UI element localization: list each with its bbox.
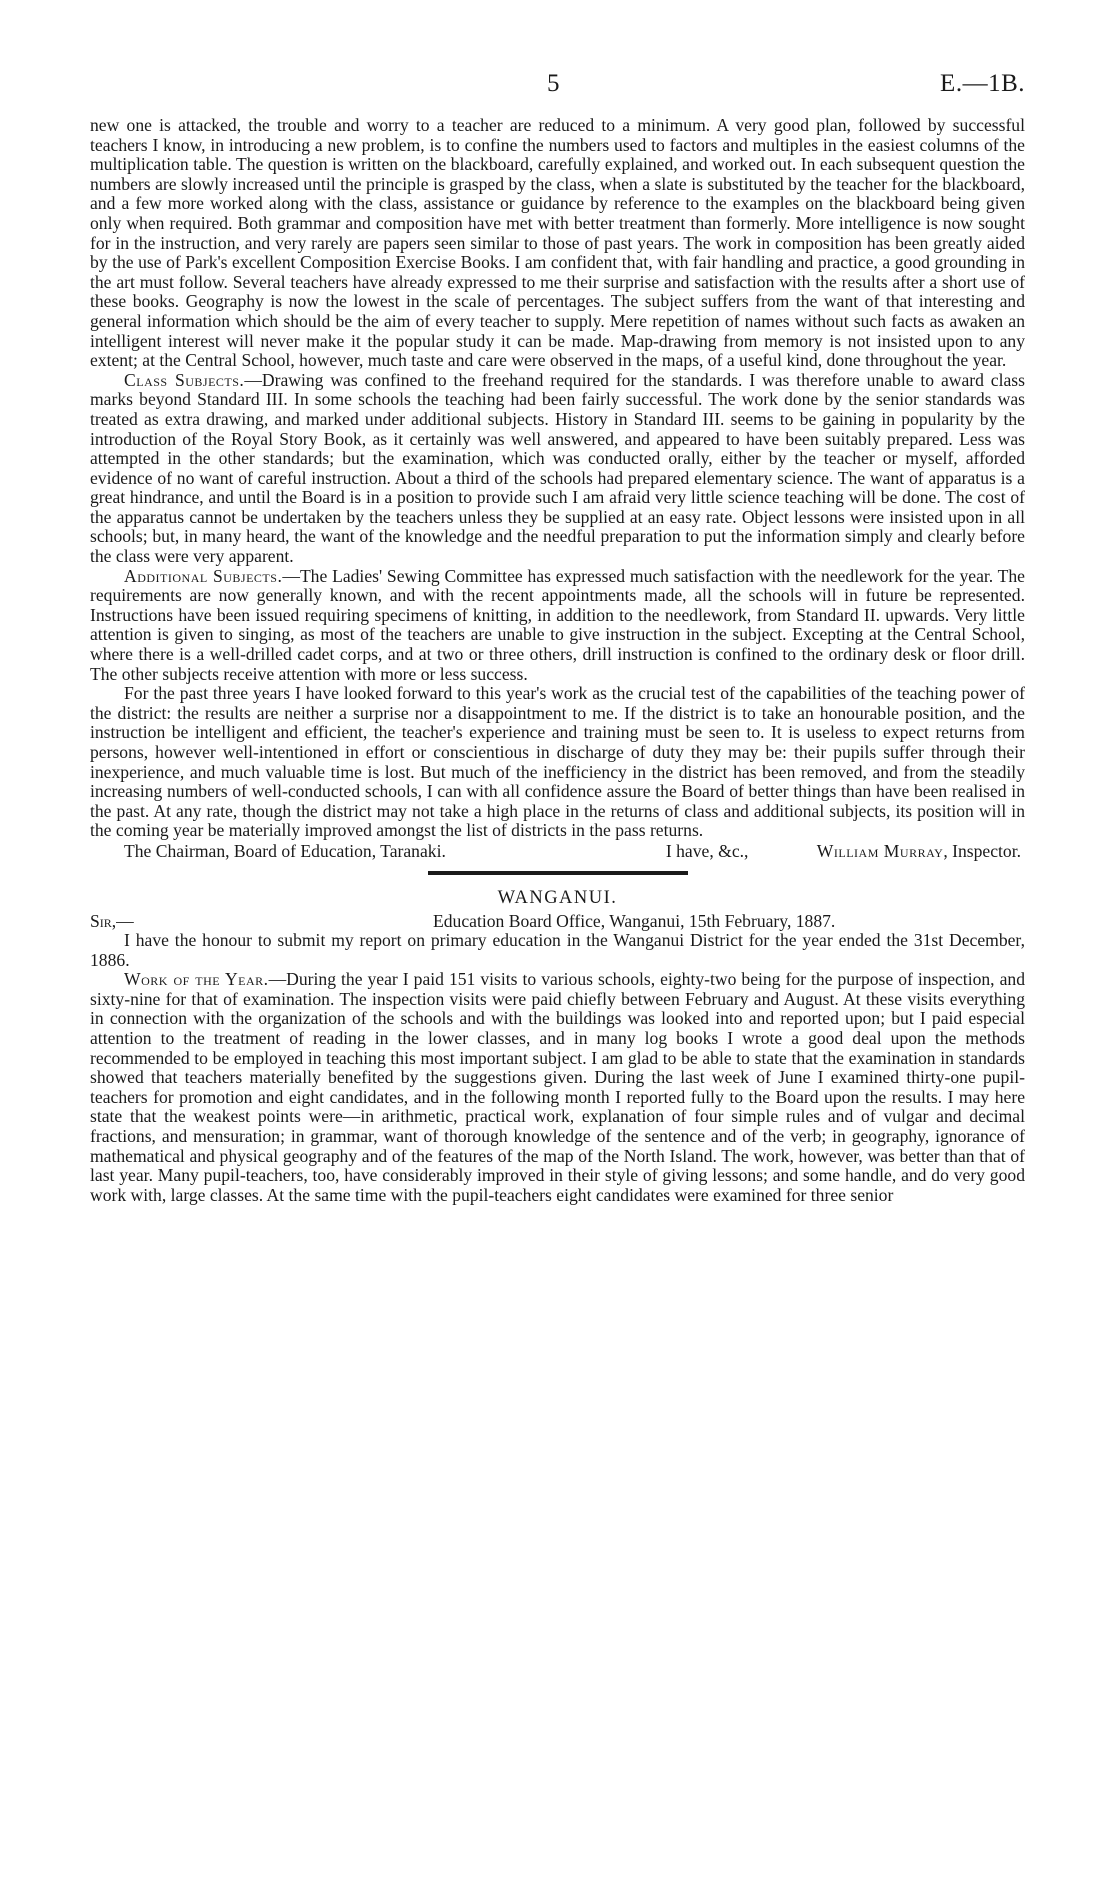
salutation: Sir,—	[90, 910, 134, 931]
taranaki-report-section	[90, 116, 1025, 841]
document-page	[90, 70, 1025, 1205]
paragraph-arithmetic-composition: new one is attacked, the trouble and worry to a teacher are reduced to a minimum. A very good plan, followed by successful teachers I know, in introducing a new problem, is to confine the numbers used to factors and multiples in the easiest columns of the multiplication table. The question is written on the blackboard, carefully explained, and worked out. In each subsequent question the numbers are slowly increased until the principle is grasped by the class, when a slate is substituted by the teacher for the blackboard, and a few more worked along with the class, assistance or guidance by reference to the examples on the blackboard being given only when required. Both grammar and composition have met with better treatment than formerly. More intelligence is now sought for in the instruction, and very rarely are papers seen similar to those of past years. The work in composition has been greatly aided by the use of Park's excellent Composition Exercise Books. I am confident that, with fair handling and practice, a good grounding in the art must follow. Several teachers have already expressed to me their surprise and satisfaction with the results after a short use of these books. Geography is now the lowest in the scale of percentages. The subject suffers from the want of that interesting and general information which should be the aim of every teacher to supply. Mere repetition of names without such facts as awaken an intelligent interest will never make it the popular study it can be made. Map-drawing from memory is not insisted upon to any extent; at the Central School, however, much taste and care were observed in the maps, of a useful kind, done throughout the year.	[90, 115, 1025, 371]
class-subjects-text: —Drawing was confined to the freehand required for the standards. I was therefore unable to award class marks beyond Standard III. In some schools the teaching had been fairly successful. The work done by the senior standards was treated as extra drawing, and marked under additional subjects. History in Standard III. seems to be gaining in popularity by the introduction of the Royal Story Book, as it certainly was well answered, and appeared to have been suitably prepared. Less was attempted in the other standards; but the examination, which was conducted orally, either by the teacher or myself, afforded evidence of no want of careful instruction. About a third of the schools had prepared elementary science. The want of apparatus is a great hindrance, and until the Board is in a position to provide such I am afraid very little science teaching will be done. The cost of the apparatus cannot be undertaken by the teachers unless they be supplied at an easy rate. Object lessons were insisted upon in all schools; but, in many heard, the want of the knowledge and the needful preparation to put the information simply and clearly before the class were very apparent.	[90, 369, 1025, 567]
dateline: Education Board Office, Wanganui, 15th February, 1887.	[433, 910, 836, 931]
section-divider	[428, 871, 688, 875]
closing-phrase: I have, &c.,	[665, 840, 749, 861]
inspector-title: , Inspector.	[943, 840, 1021, 861]
section-title-wanganui: WANGANUI.	[497, 887, 618, 908]
wanganui-report-section	[90, 931, 1025, 1205]
document-reference: E.—1B.	[940, 70, 1025, 97]
signature	[817, 841, 1025, 861]
salutation-row	[90, 911, 1025, 931]
class-subjects-heading: Class Subjects.	[124, 369, 245, 390]
additional-subjects-text: —The Ladies' Sewing Committee has expressed much satisfaction with the needlework for the year. The requirements are now generally known, and with the recent appointments made, all the schools will in future be represented. Instructions have been issued requiring specimens of knitting, in addition to the needlework, from Standard II. upwards. Very little attention is given to singing, as most of the teachers are unable to give instruction in the subject. Excepting at the Central School, where there is a well-drilled cadet corps, and at two or three others, drill instruction is confined to the ordinary desk or floor drill. The other subjects receive attention with more or less success.	[90, 565, 1025, 684]
report-signoff	[90, 841, 1025, 861]
paragraph-intro: I have the honour to submit my report on primary education in the Wanganui District for the year ended the 31st December, 1886.	[90, 929, 1025, 970]
paragraph-additional-subjects	[90, 567, 1025, 685]
work-of-the-year-heading: Work of the Year.	[124, 969, 269, 990]
paragraph-work-of-the-year	[90, 970, 1025, 1205]
paragraph-closing-remarks: For the past three years I have looked forward to this year's work as the crucial test of the capabilities of the teaching power of the district: the results are neither a surprise nor a disappointment to me. If the district is to take an honourable position, and the instruction be intelligent and efficient, the teacher's experience and training must be seen to. It is useless to expect returns from persons, however well-intentioned in effort or conscientious in discharge of duty they may be: their pupils suffer through their inexperience, and much valuable time is lost. But much of the inefficiency in the district has been removed, and from the steadily increasing numbers of well-conducted schools, I can with all confidence assure the Board of better things than have been realised in the past. At any rate, though the district may not take a high place in the returns of class and additional subjects, its position will in the coming year be materially improved amongst the list of districts in the pass returns.	[90, 683, 1025, 841]
page-number: 5	[547, 70, 560, 97]
paragraph-class-subjects	[90, 371, 1025, 567]
inspector-name: William Murray	[816, 840, 944, 861]
additional-subjects-heading: Additional Subjects.	[124, 565, 283, 586]
work-of-the-year-text: —During the year I paid 151 visits to various schools, eighty-two being for the purpose of inspection, and sixty-nine for that of examination. The inspection visits were paid chiefly between February and August. At these visits everything in connection with the organization of the schools and with the buildings was looked into and reported upon; but I paid especial attention to the treatment of reading in the lower classes, and in many log books I wrote a good deal upon the methods recommended to be employed in teaching this most important subject. I am glad to be able to state that the examination in standards showed that teachers materially benefited by the suggestions given. During the last week of June I examined thirty-one pupil-teachers for promotion and eight candidates, and in the following month I reported fully to the Board upon the results. I may here state that the weakest points were—in arithmetic, practical work, explanation of four simple rules and of vulgar and decimal fractions, and mensuration; in grammar, want of thorough knowledge of the sentence and of the verb; in geography, ignorance of mathematical and physical geography and of the features of the map of the North Island. The work, however, was better than that of last year. Many pupil-teachers, too, have considerably improved in their style of giving lessons; and some handle, and do very good work with, large classes. At the same time with the pupil-teachers eight candidates were examined for three senior	[90, 969, 1025, 1205]
addressee: The Chairman, Board of Education, Taranaki.	[124, 840, 446, 861]
page-header	[90, 70, 1025, 116]
